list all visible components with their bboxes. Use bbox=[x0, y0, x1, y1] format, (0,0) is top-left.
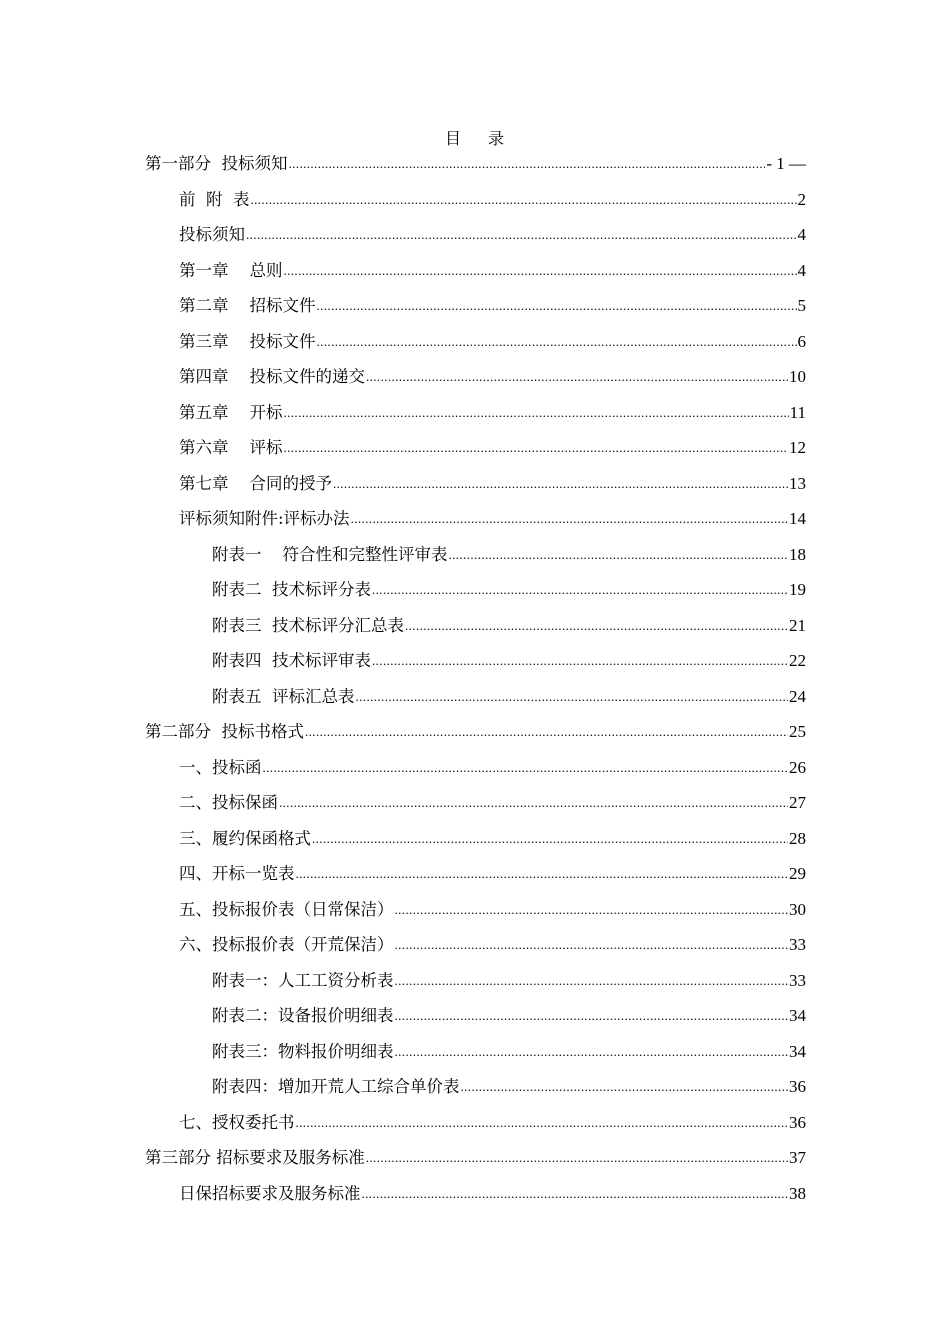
toc-entry-label: 七、授权委托书 bbox=[179, 1112, 295, 1132]
toc-entry[interactable] bbox=[0, 680, 950, 716]
toc-entry-label: 前 附 表 bbox=[179, 189, 250, 209]
toc-entry-label: 附表二：设备报价明细表 bbox=[212, 1006, 394, 1026]
toc-entry-label: 附表四 技术标评审表 bbox=[212, 651, 371, 671]
toc-entry-label: 附表一：人工工资分析表 bbox=[212, 970, 394, 990]
toc-dot-leader bbox=[296, 1113, 789, 1133]
toc-entry[interactable] bbox=[0, 822, 950, 858]
toc-title-char-1: 目 bbox=[444, 129, 462, 148]
toc-entry-page-number: 28 bbox=[789, 828, 806, 848]
toc-entry-page-number: 34 bbox=[789, 1006, 806, 1026]
toc-entry-label: 三、履约保函格式 bbox=[179, 828, 311, 848]
toc-dot-leader bbox=[296, 864, 789, 884]
toc-entry[interactable] bbox=[0, 573, 950, 609]
toc-dot-leader bbox=[372, 580, 788, 600]
toc-entry[interactable] bbox=[0, 893, 950, 929]
toc-entry[interactable] bbox=[0, 999, 950, 1035]
toc-dot-leader bbox=[333, 474, 788, 494]
toc-entry[interactable] bbox=[0, 325, 950, 361]
toc-entry[interactable] bbox=[0, 218, 950, 254]
toc-dot-leader bbox=[366, 1148, 788, 1168]
toc-dot-leader bbox=[395, 1006, 789, 1026]
toc-dot-leader bbox=[395, 935, 789, 955]
toc-entry[interactable] bbox=[0, 396, 950, 432]
toc-entry-label: 附表二 技术标评分表 bbox=[212, 580, 371, 600]
toc-entry-page-number: 4 bbox=[797, 225, 806, 245]
toc-entry[interactable] bbox=[0, 1177, 950, 1213]
toc-entry[interactable] bbox=[0, 183, 950, 219]
toc-dot-leader bbox=[279, 793, 788, 813]
toc-entry-label: 一、投标函 bbox=[179, 757, 262, 777]
toc-dot-leader bbox=[263, 758, 789, 778]
toc-entry-label: 附表三：物料报价明细表 bbox=[212, 1041, 394, 1061]
toc-title-char-2: 录 bbox=[488, 129, 506, 148]
toc-dot-leader bbox=[289, 154, 766, 174]
toc-entry[interactable] bbox=[0, 289, 950, 325]
toc-dot-leader bbox=[395, 1042, 789, 1062]
toc-entry-page-number: 25 bbox=[789, 722, 806, 742]
toc-entry-label: 第三章 投标文件 bbox=[179, 331, 316, 351]
toc-entry-label: 第二章 招标文件 bbox=[179, 296, 316, 316]
toc-entry[interactable] bbox=[0, 644, 950, 680]
toc-entry-page-number: 34 bbox=[789, 1041, 806, 1061]
toc-entry-page-number: 33 bbox=[789, 935, 806, 955]
toc-entry-page-number: 27 bbox=[789, 793, 806, 813]
toc-dot-leader bbox=[283, 403, 788, 423]
toc-dot-leader bbox=[395, 971, 789, 991]
toc-entry[interactable] bbox=[0, 786, 950, 822]
toc-entry-page-number: 10 bbox=[789, 367, 806, 387]
toc-entry[interactable] bbox=[0, 254, 950, 290]
toc-dot-leader bbox=[461, 1077, 789, 1097]
toc-dot-leader bbox=[246, 225, 797, 245]
toc-entry[interactable] bbox=[0, 1141, 950, 1177]
toc-dot-leader bbox=[372, 651, 788, 671]
toc-entry-label: 第五章 开标 bbox=[179, 402, 283, 422]
toc-entry-label: 第三部分 招标要求及服务标准 bbox=[145, 1148, 365, 1168]
toc-entry-page-number: 18 bbox=[789, 544, 806, 564]
toc-entry-page-number: 36 bbox=[789, 1112, 806, 1132]
toc-entry[interactable] bbox=[0, 609, 950, 645]
toc-entry[interactable] bbox=[0, 1035, 950, 1071]
toc-entry-label: 第二部分 投标书格式 bbox=[145, 722, 304, 742]
toc-entry-page-number: 12 bbox=[789, 438, 806, 458]
toc-entry-page-number: 36 bbox=[789, 1077, 806, 1097]
toc-entry-label: 六、投标报价表（开荒保洁） bbox=[179, 935, 394, 955]
toc-entry-page-number: 2 bbox=[797, 189, 806, 209]
toc-entry[interactable] bbox=[0, 857, 950, 893]
table-of-contents bbox=[0, 147, 950, 1212]
toc-entry[interactable] bbox=[0, 467, 950, 503]
toc-entry[interactable] bbox=[0, 715, 950, 751]
toc-entry-label: 第一章 总则 bbox=[179, 260, 283, 280]
toc-dot-leader bbox=[316, 332, 796, 352]
toc-entry-label: 第四章 投标文件的递交 bbox=[179, 367, 365, 387]
toc-entry-page-number: 14 bbox=[789, 509, 806, 529]
toc-entry-label: 投标须知 bbox=[179, 225, 245, 245]
toc-entry-label: 第一部分 投标须知 bbox=[145, 154, 288, 174]
toc-entry-page-number: 19 bbox=[789, 580, 806, 600]
toc-dot-leader bbox=[250, 190, 796, 210]
toc-entry-page-number: 38 bbox=[789, 1183, 806, 1203]
toc-entry[interactable] bbox=[0, 964, 950, 1000]
toc-entry-page-number: 21 bbox=[789, 615, 806, 635]
toc-dot-leader bbox=[283, 438, 788, 458]
toc-entry[interactable] bbox=[0, 928, 950, 964]
toc-dot-leader bbox=[448, 545, 788, 565]
toc-entry-label: 附表四：增加开荒人工综合单价表 bbox=[212, 1077, 460, 1097]
toc-entry-page-number: 5 bbox=[797, 296, 806, 316]
toc-entry[interactable] bbox=[0, 431, 950, 467]
toc-dot-leader bbox=[366, 367, 788, 387]
toc-entry-label: 第七章 合同的授予 bbox=[179, 473, 332, 493]
toc-entry[interactable] bbox=[0, 751, 950, 787]
toc-entry[interactable] bbox=[0, 147, 950, 183]
toc-entry[interactable] bbox=[0, 1106, 950, 1142]
toc-dot-leader bbox=[405, 616, 788, 636]
toc-entry-page-number: 33 bbox=[789, 970, 806, 990]
toc-entry[interactable] bbox=[0, 360, 950, 396]
toc-entry-label: 附表一 符合性和完整性评审表 bbox=[212, 544, 448, 564]
toc-entry-page-number: 11 bbox=[789, 402, 806, 422]
toc-entry-label: 附表三 技术标评分汇总表 bbox=[212, 615, 404, 635]
toc-dot-leader bbox=[283, 261, 796, 281]
toc-entry-label: 二、投标保函 bbox=[179, 793, 278, 813]
toc-entry-page-number: 13 bbox=[789, 473, 806, 493]
toc-dot-leader bbox=[395, 900, 789, 920]
toc-entry-page-number: 30 bbox=[789, 899, 806, 919]
toc-entry-page-number: 37 bbox=[789, 1148, 806, 1168]
toc-entry-page-number: 29 bbox=[789, 864, 806, 884]
toc-entry-label: 四、开标一览表 bbox=[179, 864, 295, 884]
toc-dot-leader bbox=[351, 509, 788, 529]
toc-entry-page-number: 6 bbox=[797, 331, 806, 351]
toc-dot-leader bbox=[305, 722, 788, 742]
toc-entry[interactable] bbox=[0, 1070, 950, 1106]
toc-entry-page-number: 22 bbox=[789, 651, 806, 671]
toc-entry[interactable] bbox=[0, 538, 950, 574]
toc-dot-leader bbox=[362, 1184, 789, 1204]
toc-entry-page-number: - 1 — bbox=[766, 154, 806, 174]
toc-dot-leader bbox=[356, 687, 789, 707]
toc-entry-page-number: 26 bbox=[789, 757, 806, 777]
toc-entry-label: 日保招标要求及服务标准 bbox=[179, 1183, 361, 1203]
toc-dot-leader bbox=[312, 829, 788, 849]
toc-entry-label: 五、投标报价表（日常保洁） bbox=[179, 899, 394, 919]
toc-entry[interactable] bbox=[0, 502, 950, 538]
toc-dot-leader bbox=[316, 296, 796, 316]
toc-entry-label: 评标须知附件:评标办法 bbox=[179, 509, 350, 529]
toc-entry-page-number: 4 bbox=[797, 260, 806, 280]
toc-entry-label: 第六章 评标 bbox=[179, 438, 283, 458]
toc-title bbox=[0, 126, 950, 149]
toc-entry-page-number: 24 bbox=[789, 686, 806, 706]
toc-entry-label: 附表五 评标汇总表 bbox=[212, 686, 355, 706]
